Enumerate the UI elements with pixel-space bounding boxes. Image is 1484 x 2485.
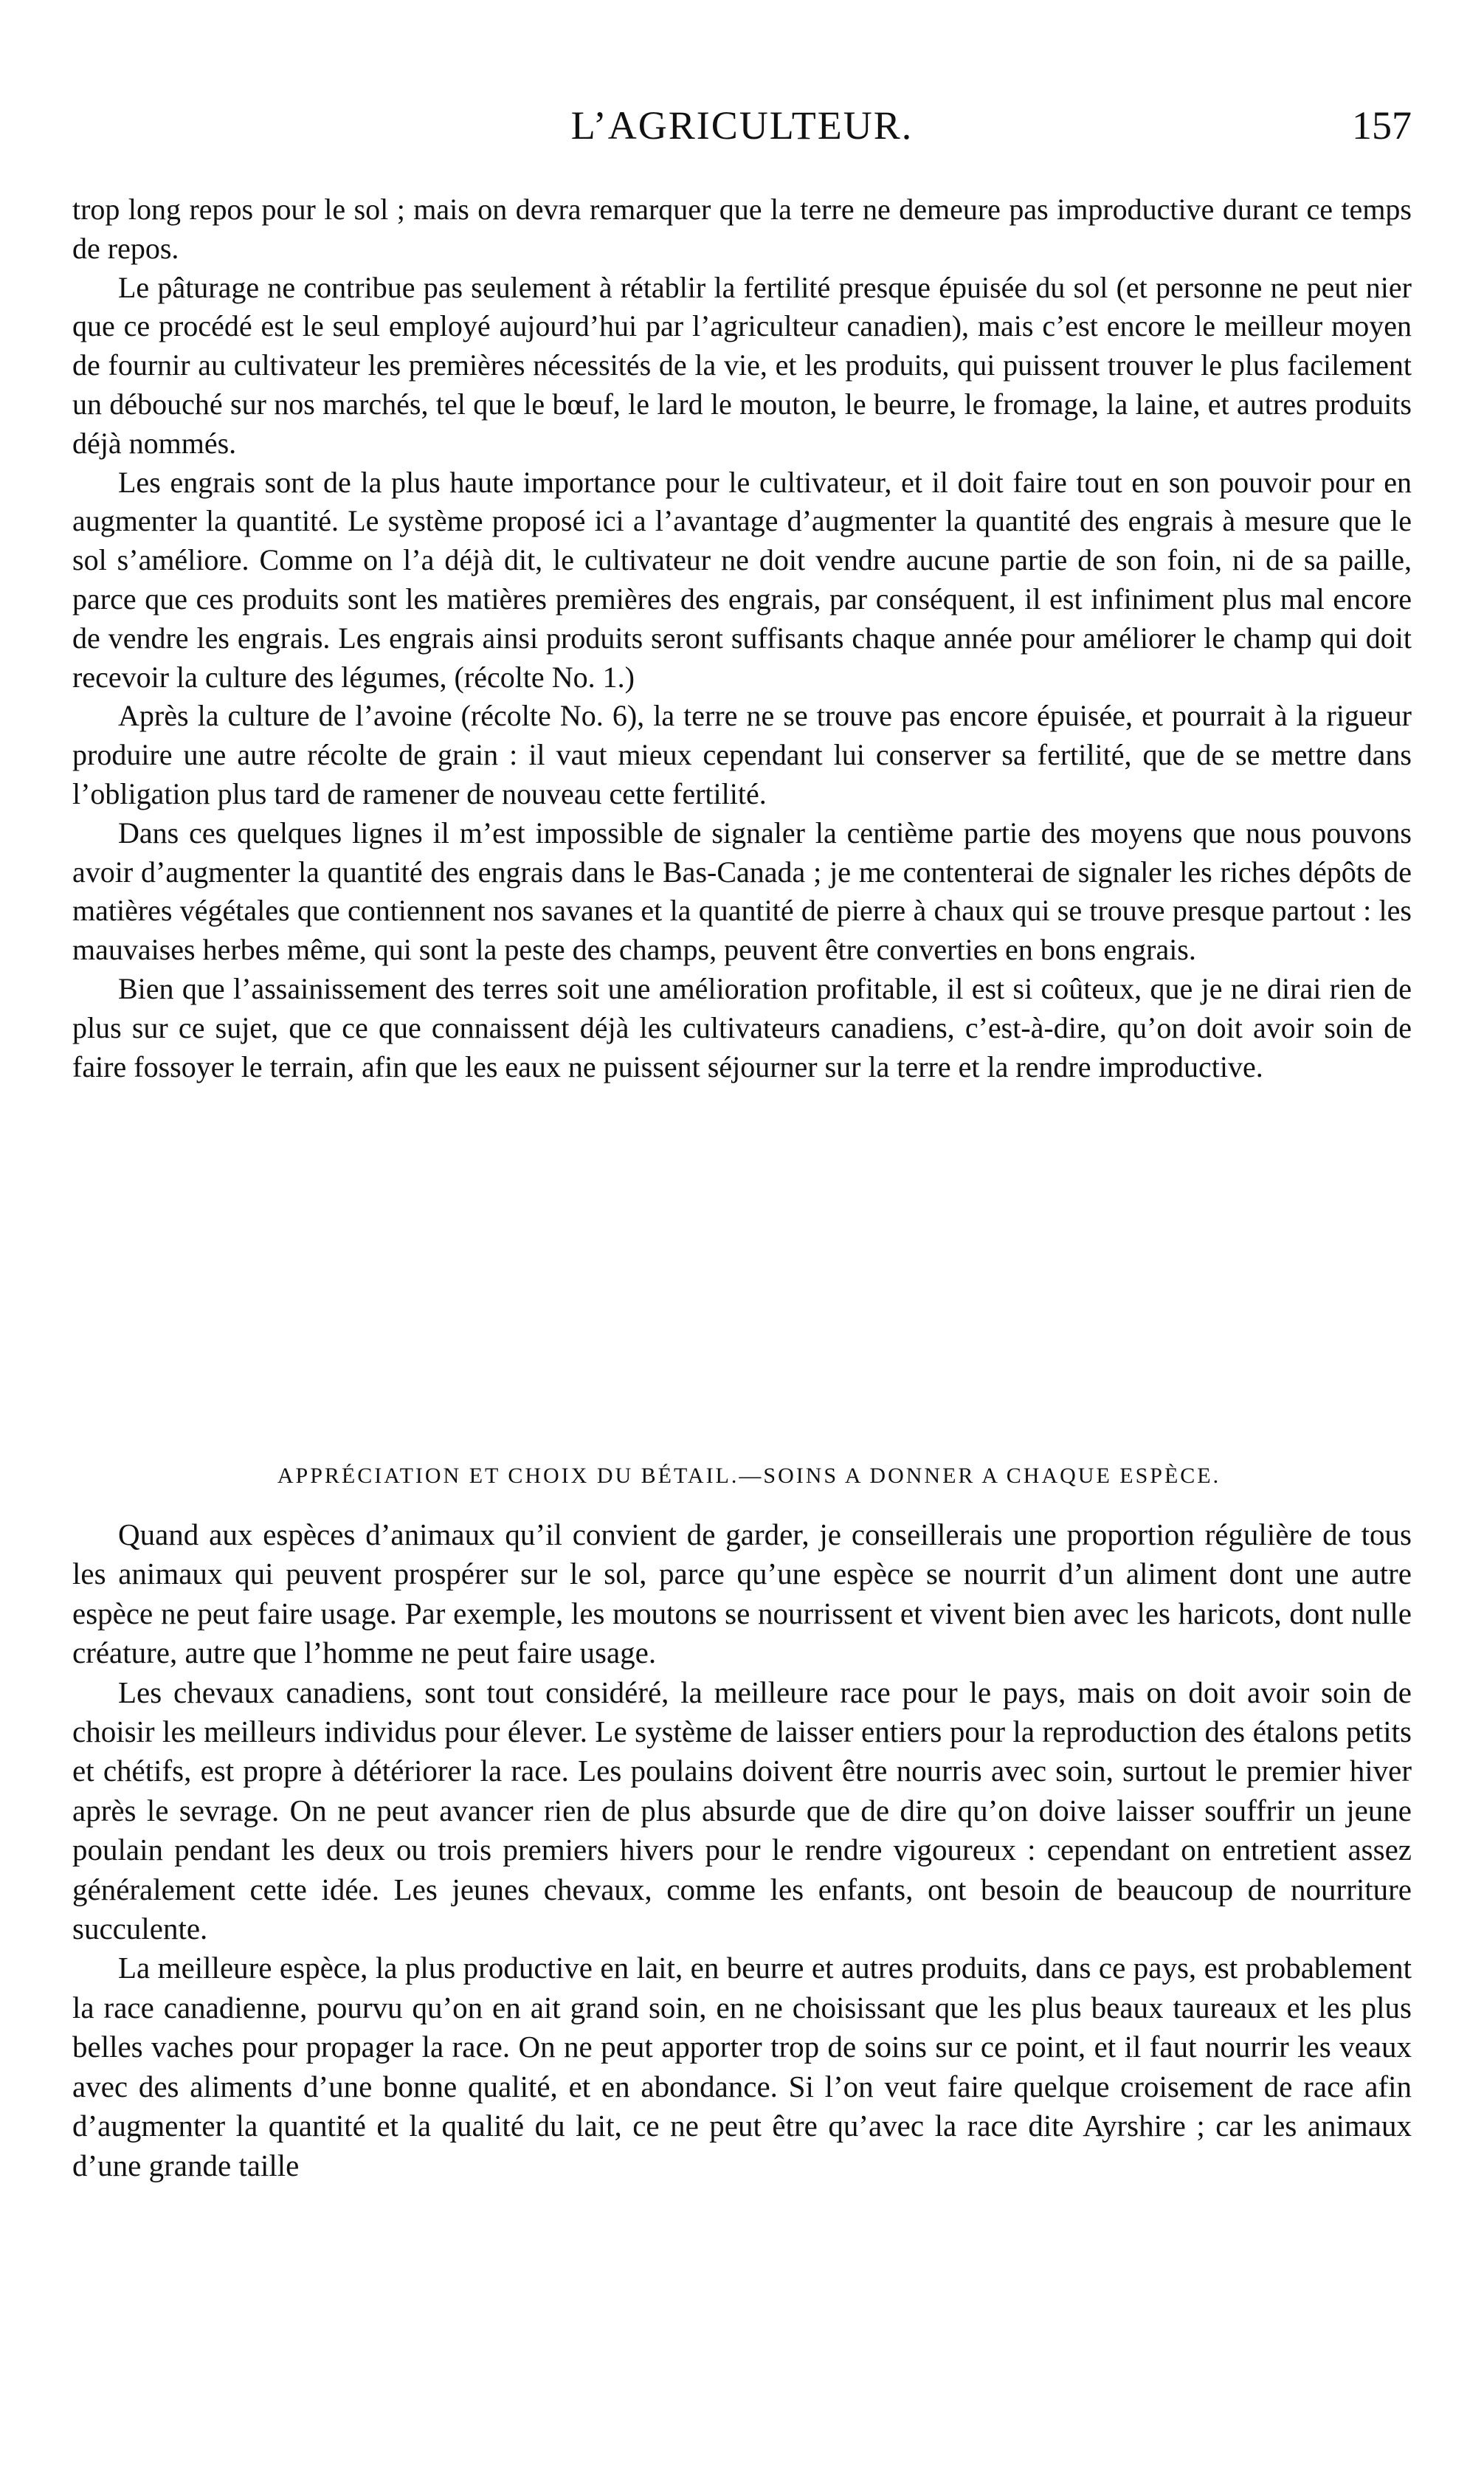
text-block-before-heading xyxy=(72,190,1412,1086)
paragraph: Après la culture de l’avoine (récolte No. 6), la terre ne se trouve pas encore épuisée, et pourrait à la rigueur produire une autre récolte de grain : il vaut mieux cependant lui conserver sa fertilité, que de se mettre dans l’obligation plus tard de ramener de nouveau cette fertilité. xyxy=(72,699,1412,810)
paragraph: La meilleure espèce, la plus productive en lait, en beurre et autres produits, dans ce pays, est probablement la race canadienne, pourvu qu’on en ait grand soin, en ne choisissant que les plus beaux taureaux et les plus belles vaches pour propager la race. On ne peut apporter trop de soins sur ce point, et il faut nourrir les veaux avec des aliments d’une bonne qualité, et en abondance. Si l’on veut faire quelque croisement de race afin d’augmenter la quantité et la qualité du lait, ce ne peut être qu’avec la race dite Ayrshire ; car les animaux d’une grande taille xyxy=(72,1951,1412,2182)
page-number: 157 xyxy=(1352,103,1412,148)
text-block-after-heading xyxy=(72,1515,1412,2185)
paragraph: Les engrais sont de la plus haute importance pour le cultivateur, et il doit faire tout en son pouvoir pour en augmenter la quantité. Le système proposé ici a l’avantage d’augmenter la quantité des engrais à mesure que le sol s’améliore. Comme on l’a déjà dit, le cultivateur ne doit vendre aucune partie de son foin, ni de sa paille, parce que ces produits sont les matières premières des engrais, par conséquent, il est infiniment plus mal encore de vendre les engrais. Les engrais ainsi produits seront suffisants chaque année pour améliorer le champ qui doit recevoir la culture des légumes, (récolte No. 1.) xyxy=(72,465,1412,694)
section-heading: APPRÉCIATION ET CHOIX DU BÉTAIL.—SOINS A DONNER A CHAQUE ESPÈCE. xyxy=(277,1464,1221,1488)
paragraph: Quand aux espèces d’animaux qu’il convient de garder, je conseillerais une proportion régulière de tous les animaux qui peuvent prospérer sur le sol, parce qu’une espèce se nourrit d’un aliment dont une autre espèce ne peut faire usage. Par exemple, les moutons se nourrissent et vivent bien avec les haricots, dont nulle créature, autre que l’homme ne peut faire usage. xyxy=(72,1517,1412,1670)
paragraph: Les chevaux canadiens, sont tout considéré, la meilleure race pour le pays, mais on doit avoir soin de choisir les meilleurs individus pour élever. Le système de laisser entiers pour la reproduction des étalons petits et chétifs, est propre à détériorer la race. Les poulains doivent être nourris avec soin, surtout le premier hiver après le sevrage. On ne peut avancer rien de plus absurde que de dire qu’on doive laisser souffrir un jeune poulain pendant les deux ou trois premiers hivers pour le rendre vigoureux : cependant on entretient assez généralement cette idée. Les jeunes chevaux, comme les enfants, ont besoin de beaucoup de nourriture succulente. xyxy=(72,1675,1412,1946)
paragraph: trop long repos pour le sol ; mais on devra remarquer que la terre ne demeure pas improductive durant ce temps de repos. xyxy=(72,193,1412,265)
running-title: L’AGRICULTEUR. xyxy=(570,103,914,148)
paragraph: Bien que l’assainissement des terres soit une amélioration profitable, il est si coûteux, que je ne dirai rien de plus sur ce sujet, que ce que connaissent déjà les cultivateurs canadiens, c’est-à-dire, qu’on doit avoir soin de faire fossoyer le terrain, afin que les eaux ne puissent séjourner sur la terre et la rendre improductive. xyxy=(72,971,1412,1083)
paragraph: Dans ces quelques lignes il m’est impossible de signaler la centième partie des moyens que nous pouvons avoir d’augmenter la quantité des engrais dans le Bas-Canada ; je me contenterai de signaler les riches dépôts de matières végétales que contiennent nos savanes et la quantité de pierre à chaux qui se trouve presque partout : les mauvaises herbes même, qui sont la peste des champs, peuvent être converties en bons engrais. xyxy=(72,816,1412,967)
running-head xyxy=(72,100,1412,151)
paragraph: Le pâturage ne contribue pas seulement à rétablir la fertilité presque épuisée du sol (et personne ne peut nier que ce procédé est le seul employé aujourd’hui par l’agriculteur canadien), mais c’est encore le meilleur moyen de fournir au cultivateur les premières nécessités de la vie, et les produits, qui puissent trouver le plus facilement un débouché sur nos marchés, tel que le bœuf, le lard le mouton, le beurre, le fromage, la laine, et autres produits déjà nommés. xyxy=(72,270,1412,460)
